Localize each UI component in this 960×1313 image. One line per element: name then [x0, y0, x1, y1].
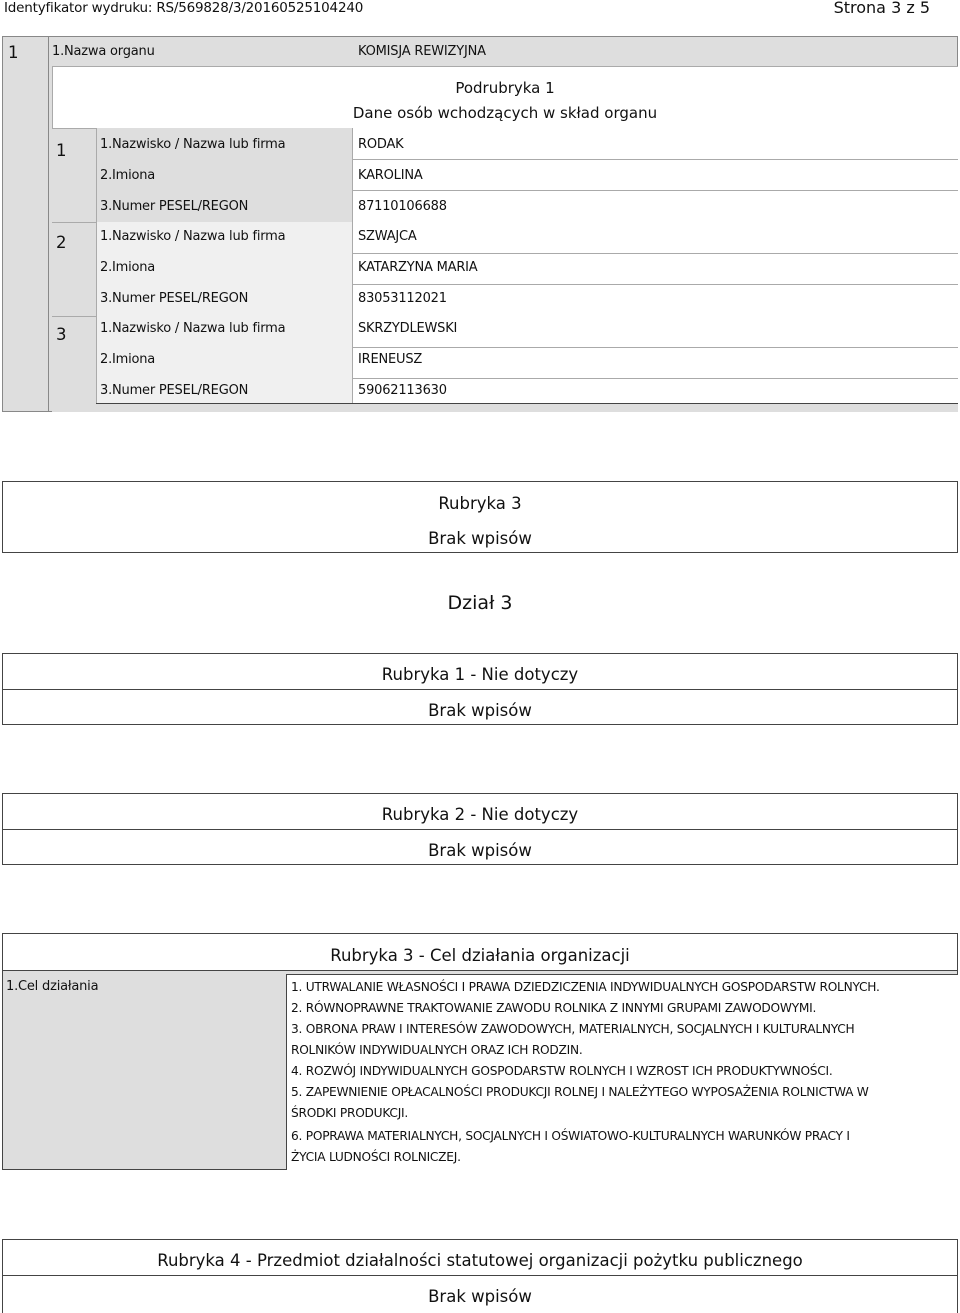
subsection-title: Podrubryka 1: [455, 79, 555, 97]
organ-index: 1: [8, 43, 19, 62]
print-identifier: Identyfikator wydruku: RS/569828/3/20160525104240: [4, 0, 364, 16]
member-field-value: 87110106688: [358, 199, 447, 214]
rubryka-1-body: Brak wpisów: [428, 701, 532, 720]
member-index: 1: [56, 141, 67, 160]
member-field-value: KAROLINA: [358, 168, 423, 183]
cel-line: 5. ZAPEWNIENIE OPŁACALNOŚCI PRODUKCJI ROLNEJ I NALEŻYTEGO WYPOSAŻENIA ROLNICTWA W: [291, 1085, 869, 1099]
rubryka-4-title: Rubryka 4 - Przedmiot działalności statutowej organizacji pożytku publicznego: [157, 1251, 803, 1270]
rubryka-4-body: Brak wpisów: [428, 1287, 532, 1306]
member-field-value: RODAK: [358, 137, 404, 152]
section-title: Dział 3: [447, 592, 513, 614]
member-field-value: KATARZYNA MARIA: [358, 260, 478, 275]
member-field-label: 2.Imiona: [100, 260, 156, 275]
member-index: 3: [56, 325, 67, 344]
cel-line: 2. RÓWNOPRAWNE TRAKTOWANIE ZAWODU ROLNIKA Z INNYMI GRUPAMI ZAWODOWYMI.: [291, 1001, 817, 1015]
organ-name-value: KOMISJA REWIZYJNA: [358, 44, 486, 59]
member-field-value: IRENEUSZ: [358, 352, 423, 367]
rubryka-3-title: Rubryka 3: [438, 494, 522, 513]
member-field-label: 3.Numer PESEL/REGON: [100, 199, 249, 214]
subsection-subtitle: Dane osób wchodzących w skład organu: [352, 104, 658, 122]
cel-line: 1. UTRWALANIE WŁASNOŚCI I PRAWA DZIEDZICZENIA INDYWIDUALNYCH GOSPODARSTW ROLNYCH.: [291, 980, 880, 994]
rubryka-1-title: Rubryka 1 - Nie dotyczy: [381, 665, 579, 684]
cel-line: ROLNIKÓW INDYWIDUALNYCH ORAZ ICH RODZIN.: [291, 1043, 583, 1057]
cel-line: ŚRODKI PRODUKCJI.: [291, 1106, 409, 1120]
rubryka-2-title: Rubryka 2 - Nie dotyczy: [381, 805, 579, 824]
cel-label: 1.Cel działania: [6, 979, 99, 994]
page-number: Strona 3 z 5: [833, 0, 930, 17]
member-index: 2: [56, 233, 67, 252]
member-field-value: SZWAJCA: [358, 229, 417, 244]
member-field-value: 83053112021: [358, 291, 447, 306]
member-field-label: 2.Imiona: [100, 168, 156, 183]
cel-line: 6. POPRAWA MATERIALNYCH, SOCJALNYCH I OŚWIATOWO-KULTURALNYCH WARUNKÓW PRACY I: [291, 1129, 850, 1143]
member-field-label: 3.Numer PESEL/REGON: [100, 383, 249, 398]
cel-line: 4. ROZWÓJ INDYWIDUALNYCH GOSPODARSTW ROLNYCH I WZROST ICH PRODUKTYWNOŚCI.: [291, 1064, 833, 1078]
rubryka-3-body: Brak wpisów: [428, 529, 532, 548]
cel-line: ŻYCIA LUDNOŚCI ROLNICZEJ.: [291, 1150, 461, 1164]
member-field-value: SKRZYDLEWSKI: [358, 321, 458, 336]
member-field-value: 59062113630: [358, 383, 447, 398]
rubryka-3-cel-title: Rubryka 3 - Cel działania organizacji: [330, 946, 630, 965]
cel-line: 3. OBRONA PRAW I INTERESÓW ZAWODOWYCH, MATERIALNYCH, SOCJALNYCH I KULTURALNYCH: [291, 1022, 855, 1036]
member-field-label: 1.Nazwisko / Nazwa lub firma: [100, 321, 286, 336]
member-field-label: 3.Numer PESEL/REGON: [100, 291, 249, 306]
member-field-label: 1.Nazwisko / Nazwa lub firma: [100, 229, 286, 244]
member-field-label: 1.Nazwisko / Nazwa lub firma: [100, 137, 286, 152]
member-field-label: 2.Imiona: [100, 352, 156, 367]
rubryka-2-body: Brak wpisów: [428, 841, 532, 860]
organ-name-label: 1.Nazwa organu: [52, 44, 155, 59]
